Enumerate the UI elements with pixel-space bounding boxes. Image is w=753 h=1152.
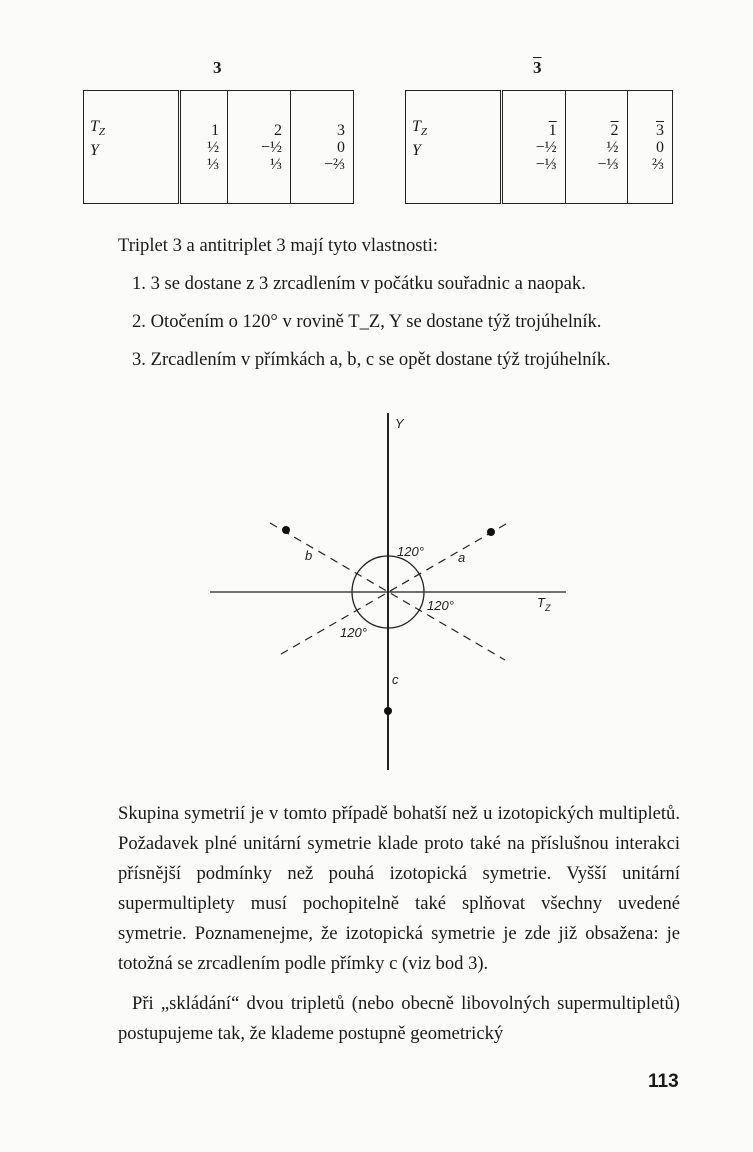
col-1: 1 −½ −⅓	[502, 91, 566, 204]
col-2: 2 ½ −⅓	[565, 91, 627, 204]
point-a	[487, 528, 495, 536]
angle-label-bottom: 120°	[340, 625, 367, 640]
row-labels: $T_Z$ Y	[412, 118, 428, 159]
col-3: 3 0 ⅔	[627, 91, 672, 204]
paragraph-1: Skupina symetrií je v tomto případě bohatší než u izotopických multipletů. Požadavek plné unitární symetrie klade proto také na příslušnou interakci přísnější podmínky než pouhá izotopická symetrie. Vyšší unitární supermultiplety musí pochopitelně také splňovat všechny uvedené symetrie. Poznamenejme, že izotopická symetrie je zde již obsažena: je totožná se zrcadlením podle přímky c (viz bod 3).	[118, 803, 680, 974]
table-left-title: 3	[213, 58, 222, 77]
item-1: 1. 3 se dostane z 3 zrcadlením v počátku souřadnic a naopak.	[132, 273, 586, 294]
item-2: 2. Otočením o 120° v rovině T_Z, Y se dostane týž trojúhelník.	[132, 311, 602, 332]
line-a	[276, 524, 506, 657]
y-axis-label: Y	[395, 416, 404, 431]
paragraph-2: Při „skládání“ dvou tripletů (nebo obecně libovolných supermultipletů) postupujeme tak, že klademe postupně geometrický	[118, 993, 680, 1044]
col-3: 3 0 −⅔	[291, 91, 354, 204]
table-right-title: 3	[533, 58, 542, 77]
line-b-label: b	[305, 548, 313, 563]
point-c	[384, 707, 392, 715]
page-number: 113	[648, 1071, 679, 1092]
item-3: 3. Zrcadlením v přímkách a, b, c se opět dostane týž trojúhelník.	[132, 349, 611, 370]
col-2: 2 −½ ⅓	[228, 91, 291, 204]
intro-text: Triplet 3 a antitriplet 3 mají tyto vlastnosti:	[118, 235, 439, 256]
row-labels: $T_Z$ Y	[90, 118, 106, 159]
angle-label-top: 120°	[397, 544, 424, 559]
angle-label-right: 120°	[427, 598, 454, 613]
point-b	[282, 526, 290, 534]
line-a-label: a	[458, 550, 466, 565]
col-1: 1 ½ ⅓	[180, 91, 228, 204]
line-c-label: c	[392, 672, 399, 687]
tz-axis-label: $T_Z$	[537, 595, 551, 613]
